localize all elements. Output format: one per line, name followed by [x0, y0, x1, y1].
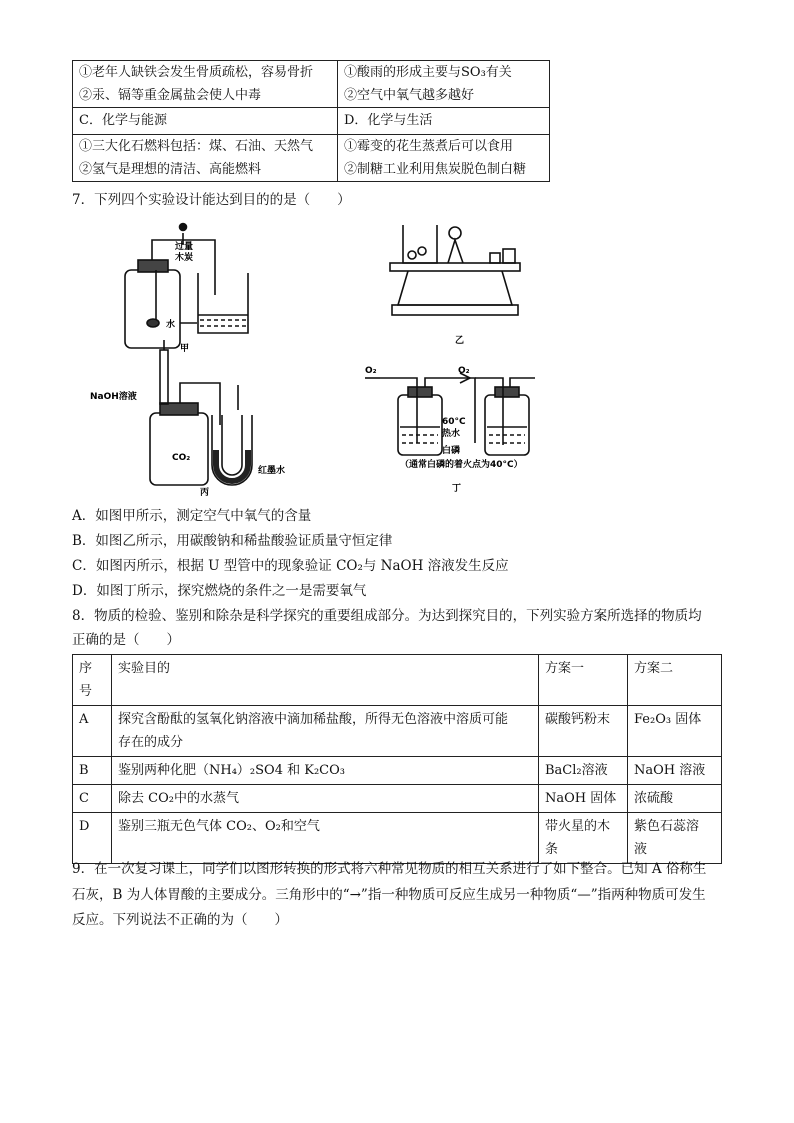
- label-o2b: O₂: [458, 366, 470, 376]
- cell-a: [73, 61, 338, 108]
- yi-base: [398, 271, 512, 305]
- q8-header-p1: 方案一: [539, 655, 628, 706]
- label-hot2: 热水: [442, 429, 461, 439]
- table-row: [73, 813, 722, 864]
- q8-row-a-p2: Fe₂O₃ 固体: [628, 706, 722, 757]
- q8-row-c-p2: 浓硫酸: [628, 785, 722, 813]
- jia-bottle: [125, 270, 180, 348]
- cell-b: [338, 61, 550, 108]
- label-redink: 红墨水: [258, 466, 286, 476]
- cell-b-line1: ①酸雨的形成主要与SO₃有关: [344, 65, 512, 80]
- q8-row-d-p2a: 紫色石蕊溶: [634, 819, 700, 834]
- q7-option-d: D．如图丁所示，探究燃烧的条件之一是需要氧气: [72, 583, 367, 599]
- q7-figure: [80, 215, 550, 500]
- label-o2a: O₂: [365, 366, 377, 376]
- q9-line1: 9．在一次复习课上，同学们以图形转换的形式将六种常见物质的相互关系进行了如下整合。已知 A 俗称生: [72, 861, 707, 877]
- label-jia: 甲: [180, 344, 190, 354]
- q8-row-d-p2: [628, 813, 722, 864]
- q8-row-b-goal: 鉴别两种化肥（NH₄）₂SO4 和 K₂CO₃: [112, 757, 539, 785]
- q8-row-a-goal: [112, 706, 539, 757]
- bing-bottle: [150, 413, 208, 485]
- q8-row-a-goal1: 探究含酚酞的氢氧化钠溶液中滴加稀盐酸，所得无色溶液中溶质可能: [118, 712, 509, 727]
- q8-header-goal: 实验目的: [112, 655, 539, 706]
- head-d: D．化学与生活: [338, 108, 550, 135]
- label-charcoal1: 过量: [175, 242, 194, 252]
- q8-row-d-no: D: [73, 813, 112, 864]
- label-bing: 丙: [200, 488, 210, 498]
- table-row: [73, 706, 722, 757]
- label-charcoal2: 木炭: [175, 253, 194, 263]
- label-whitep: 白磷: [442, 446, 461, 456]
- cell-b-line2: ②空气中氧气越多越好: [344, 88, 475, 103]
- q8-row-d-p1b: 条: [545, 842, 559, 857]
- jia-stopper: [138, 260, 168, 272]
- q7-stem: 7．下列四个实验设计能达到目的的是（ ）: [72, 192, 351, 208]
- cell-c-line1: ①三大化石燃料包括：煤、石油、天然气: [79, 139, 314, 154]
- cell-a-line2: ②汞、镉等重金属盐会使人中毒: [79, 88, 262, 103]
- label-yi: 乙: [455, 336, 465, 346]
- q8-row-d-p1: [539, 813, 628, 864]
- cell-c: [73, 135, 338, 182]
- yi-beam: [390, 263, 520, 271]
- q8-row-a-no: A: [73, 706, 112, 757]
- q8-stem-line1: 8．物质的检验、鉴别和除杂是科学探究的重要组成部分。为达到探究目的，下列实验方案所选择的物质均: [72, 608, 702, 624]
- q8-header-no2: 号: [79, 684, 93, 699]
- label-hot1: 60°C: [442, 417, 466, 427]
- q8-row-a-goal2: 存在的成分: [118, 735, 184, 750]
- q6-table: [72, 60, 550, 182]
- q8-row-d-goal: 鉴别三瓶无色气体 CO₂、O₂和空气: [112, 813, 539, 864]
- q9-line2: 石灰，B 为人体胃酸的主要成分。三角形中的“→”指一种物质可反应生成另一种物质“—”指两种物质可发生: [72, 887, 706, 903]
- yi-scale-head: [449, 227, 461, 239]
- cell-d-line1: ①霉变的花生蒸煮后可以食用: [344, 139, 514, 154]
- q8-table: [72, 654, 722, 864]
- table-row: [73, 757, 722, 785]
- q8-header-no: [73, 655, 112, 706]
- jia-beaker: [198, 273, 248, 333]
- q8-row-b-no: B: [73, 757, 112, 785]
- q8-header-p2: 方案二: [628, 655, 722, 706]
- table-row: [73, 785, 722, 813]
- cell-a-line1: ①老年人缺铁会发生骨质疏松，容易骨折: [79, 65, 314, 80]
- label-note: （通常白磷的着火点为40°C）: [400, 460, 523, 470]
- cell-c-line2: ②氢气是理想的清洁、高能燃料: [79, 162, 262, 177]
- q7-option-c: C．如图丙所示，根据 U 型管中的现象验证 CO₂与 NaOH 溶液发生反应: [72, 558, 509, 574]
- label-ding: 丁: [452, 484, 462, 494]
- q8-row-c-no: C: [73, 785, 112, 813]
- q8-row-c-goal: 除去 CO₂中的水蒸气: [112, 785, 539, 813]
- q9-line3: 反应。下列说法不正确的为（ ）: [72, 912, 288, 928]
- q8-header-no1: 序: [79, 661, 93, 676]
- bing-syringe: [160, 350, 168, 404]
- q8-row-c-p1: NaOH 固体: [539, 785, 628, 813]
- label-naoh: NaOH溶液: [90, 392, 137, 402]
- q8-row-d-p2b: 液: [634, 842, 648, 857]
- ding-bottle2: [485, 395, 529, 455]
- ding-bottle1: [398, 395, 442, 455]
- cell-d-line2: ②制糖工业利用焦炭脱色制白糖: [344, 162, 527, 177]
- label-co2: CO₂: [172, 453, 191, 463]
- head-c: C．化学与能源: [73, 108, 338, 135]
- q8-stem-line2: 正确的是（ ）: [72, 632, 180, 648]
- label-water: 水: [166, 320, 176, 330]
- q8-row-d-p1a: 带火星的木: [545, 819, 611, 834]
- q7-option-b: B．如图乙所示，用碳酸钠和稀盐酸验证质量守恒定律: [72, 533, 393, 549]
- cell-d: [338, 135, 550, 182]
- q7-option-a: A．如图甲所示，测定空气中氧气的含量: [72, 508, 312, 524]
- q8-row-b-p2: NaOH 溶液: [628, 757, 722, 785]
- q8-row-b-p1: BaCl₂溶液: [539, 757, 628, 785]
- q8-row-a-p1: 碳酸钙粉末: [539, 706, 628, 757]
